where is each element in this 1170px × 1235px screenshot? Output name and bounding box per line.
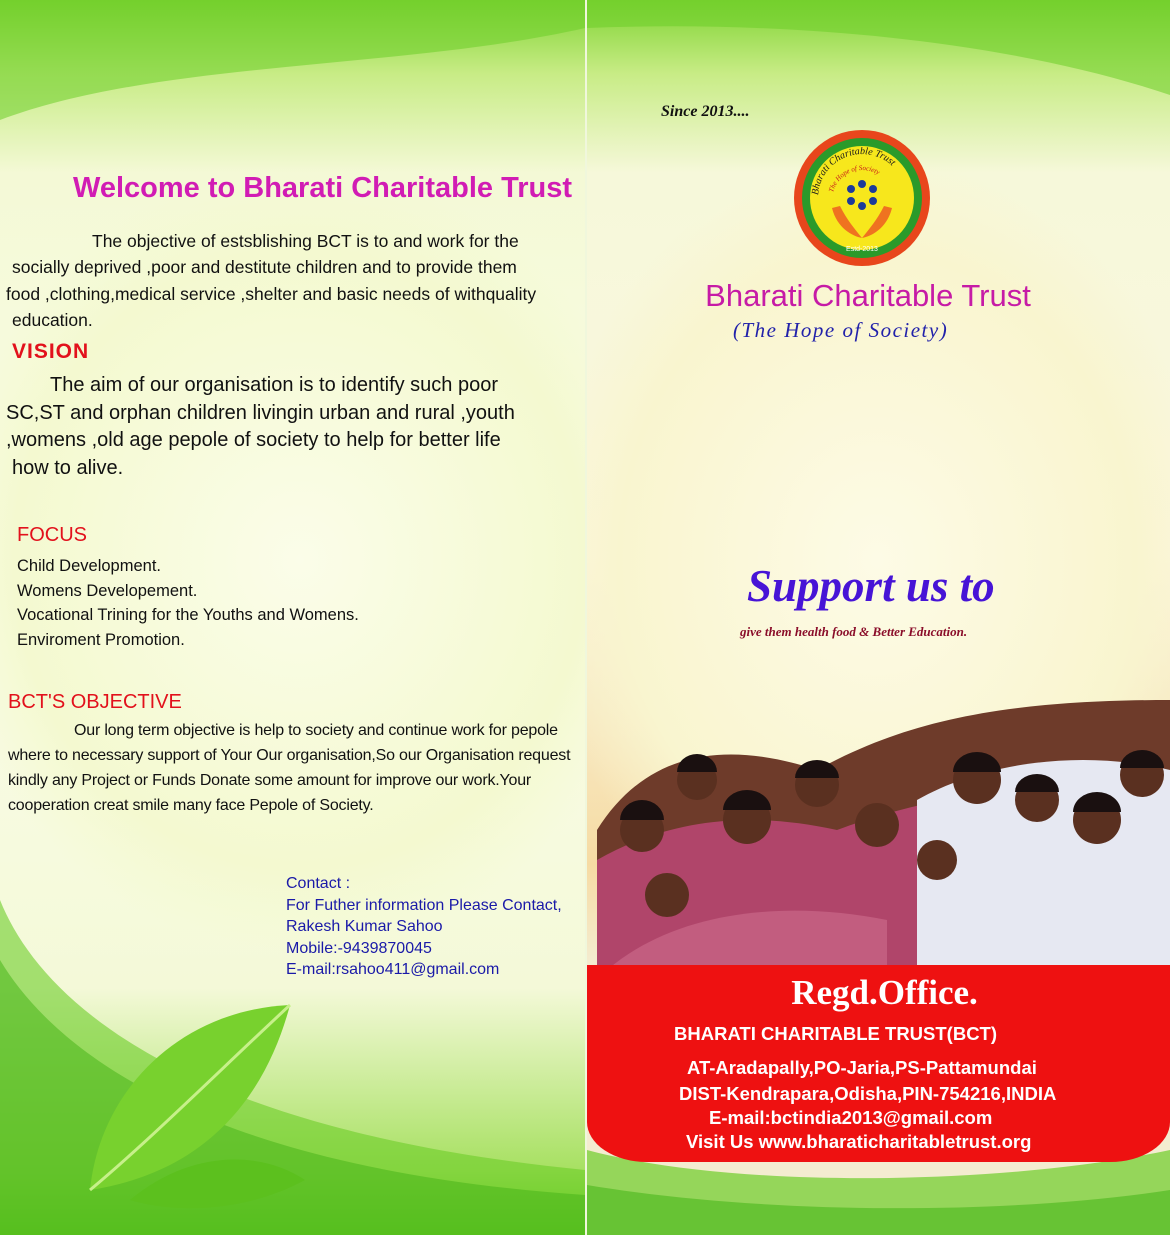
intro-line-2: socially deprived ,poor and destitute children and to provide them <box>12 257 517 277</box>
intro-line-1: The objective of estsblishing BCT is to and work for the <box>92 231 519 251</box>
objective-line-2: where to necessary support of Your Our organisation,So our Organisation request <box>8 747 571 764</box>
support-heading: Support us to <box>747 561 995 611</box>
focus-item: Womens Developement. <box>17 581 198 600</box>
intro-line-4: education. <box>12 310 93 330</box>
contact-email[interactable]: E-mail:rsahoo411@gmail.com <box>286 961 500 978</box>
since-label: Since 2013.... <box>661 103 750 120</box>
regd-office-box <box>587 965 1170 1162</box>
regd-trust-name: BHARATI CHARITABLE TRUST(BCT) <box>674 1023 998 1044</box>
vision-line-1: The aim of our organisation is to identify such poor <box>50 374 499 396</box>
logo-estd: Estd-2013 <box>846 246 878 253</box>
regd-website-link[interactable]: Visit Us www.bharaticharitabletrust.org <box>686 1131 1032 1152</box>
welcome-title: Welcome to Bharati Charitable Trust <box>72 172 573 204</box>
org-title: Bharati Charitable Trust <box>705 278 1031 313</box>
org-tagline: (The Hope of Society) <box>733 318 949 342</box>
vision-line-4: how to alive. <box>12 457 124 479</box>
vision-line-2: SC,ST and orphan children livingin urban and rural ,youth <box>6 402 515 424</box>
focus-item: Child Development. <box>17 557 161 575</box>
objective-line-3: kindly any Project or Funds Donate some amount for improve our work.Your <box>8 772 532 789</box>
right-panel <box>587 0 1170 1235</box>
objective-line-4: cooperation creat smile many face Pepole of Society. <box>8 797 374 814</box>
regd-address-line-2: DIST-Kendrapara,Odisha,PIN-754216,INDIA <box>679 1083 1057 1104</box>
regd-address-line-1: AT-Aradapally,PO-Jaria,PS-Pattamundai <box>687 1057 1037 1078</box>
regd-office-title: Regd.Office. <box>791 973 978 1012</box>
focus-item: Enviroment Promotion. <box>17 630 185 649</box>
objective-heading: BCT'S OBJECTIVE <box>8 691 182 713</box>
children-group-photo <box>587 680 1170 970</box>
vision-heading: VISION <box>12 340 90 363</box>
focus-item: Vocational Trining for the Youths and Womens. <box>17 606 359 624</box>
support-subtitle: give them health food & Better Education. <box>740 624 968 639</box>
contact-mobile[interactable]: Mobile:-9439870045 <box>286 939 432 957</box>
objective-line-1: Our long term objective is help to society and continue work for pepole <box>74 722 558 739</box>
contact-name: Rakesh Kumar Sahoo <box>286 918 443 935</box>
contact-label: Contact : <box>286 875 351 892</box>
focus-list <box>17 554 359 652</box>
logo-arc-text: Bharati Charitable Trust <box>810 145 898 196</box>
leaf-icon <box>70 1000 310 1210</box>
contact-intro: For Futher information Please Contact, <box>286 896 562 914</box>
intro-line-3: food ,clothing,medical service ,shelter and basic needs of withquality <box>6 284 537 304</box>
regd-email[interactable]: E-mail:bctindia2013@gmail.com <box>709 1107 993 1128</box>
contact-block <box>286 873 562 981</box>
focus-heading: FOCUS <box>17 524 87 546</box>
vision-line-3: ,womens ,old age pepole of society to help for better life <box>6 429 501 451</box>
logo-inner-text: The Hope of Society <box>827 163 882 194</box>
trust-logo-emblem <box>792 128 932 268</box>
